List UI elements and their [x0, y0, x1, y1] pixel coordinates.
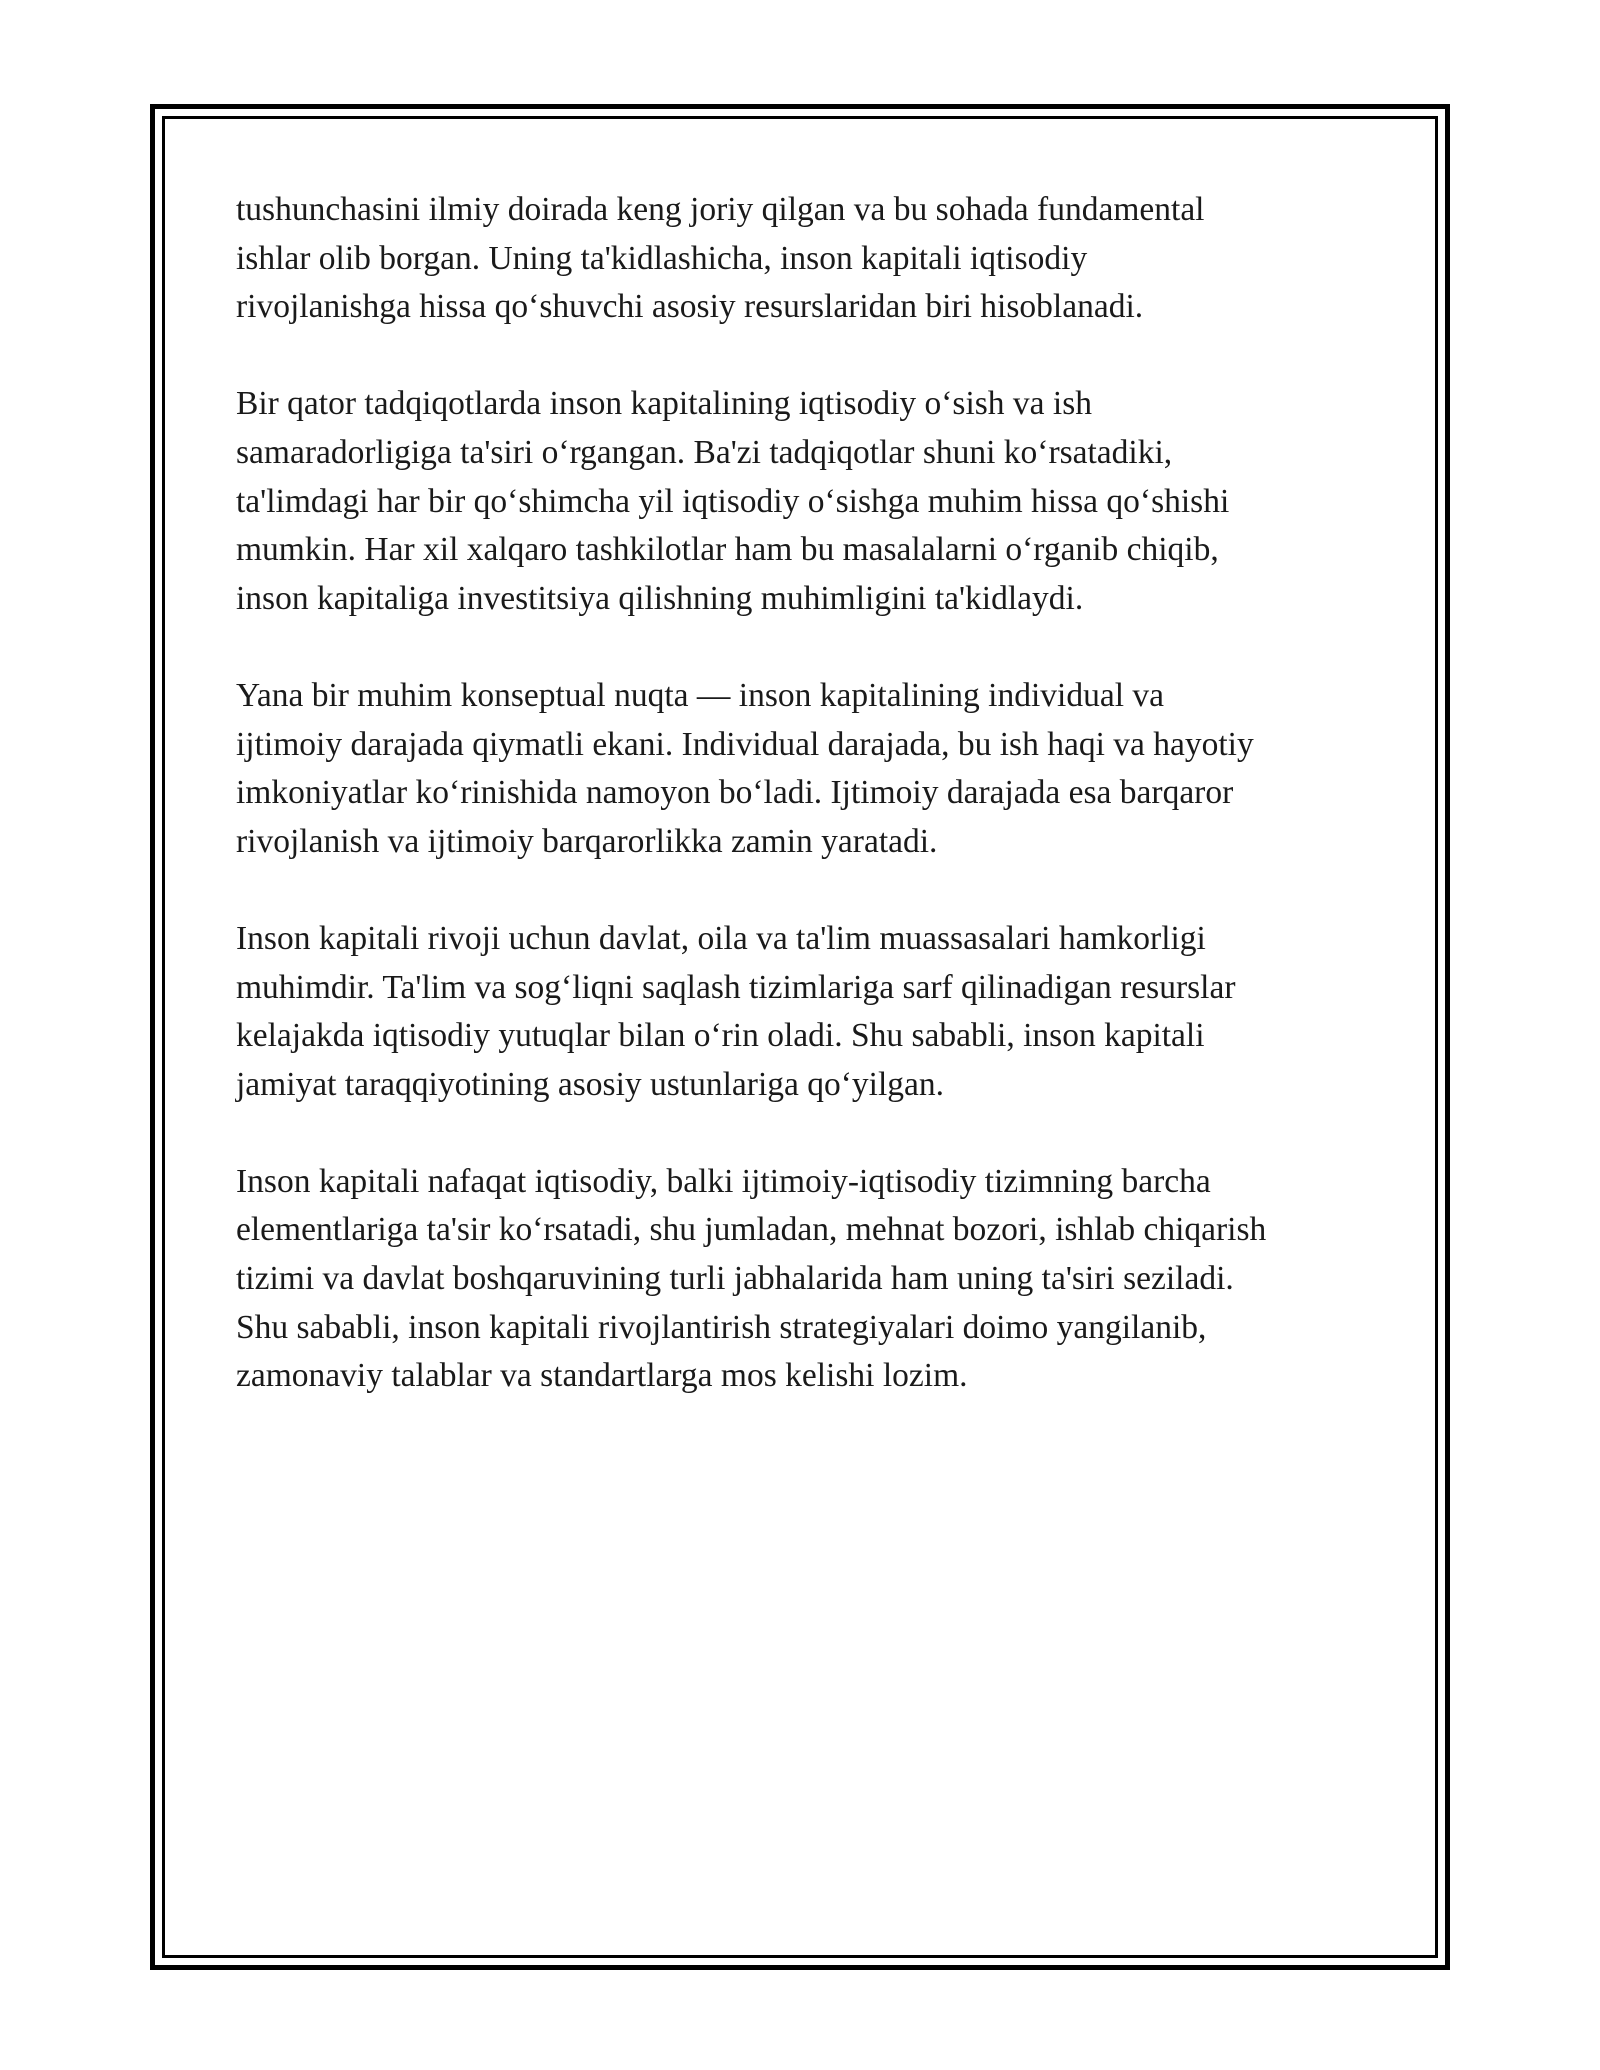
paragraph: tushunchasini ilmiy doirada keng joriy qilgan va bu sohada fundamental ishlar olib borgan. Uning ta'kidlashicha, inson kapitali iqtisodiy rivojlanishga hissa qo‘shuvchi asosiy resurslaridan biri hisoblanadi. [236, 191, 1205, 326]
paragraph: Inson kapitali nafaqat iqtisodiy, balki ijtimoiy-iqtisodiy tizimning barcha elementlariga ta'sir ko‘rsatadi, shu jumladan, mehnat bozori, ishlab chiqarish tizimi va davlat boshqaruvining turli jabhalarida ham uning ta'siri seziladi. Shu sababli, inson kapitali rivojlantirish strategiyalari doimo yangilanib, zamonaviy talablar va standartlarga mos kelishi lozim. [236, 1162, 1267, 1395]
paragraph: Bir qator tadqiqotlarda inson kapitalining iqtisodiy o‘sish va ish samaradorligiga ta'siri o‘rgangan. Ba'zi tadqiqotlar shuni ko‘rsatadiki, ta'limdagi har bir qo‘shimcha yil iqtisodiy o‘sishga muhim hissa qo‘shishi mumkin. Har xil xalqaro tashkilotlar ham bu masalalarni o‘rganib chiqib, inson kapitaliga investitsiya qilishning muhimligini ta'kidlaydi. [236, 385, 1230, 617]
document-body [236, 186, 1386, 1449]
paragraph: Inson kapitali rivoji uchun davlat, oila va ta'lim muassasalari hamkorligi muhimdir. Ta'lim va sog‘liqni saqlash tizimlariga sarf qilinadigan resurslar kelajakda iqtisodiy yutuqlar bilan o‘rin oladi. Shu sababli, inson kapitali jamiyat taraqqiyotining asosiy ustunlariga qo‘yilgan. [236, 919, 1236, 1103]
paragraph: Yana bir muhim konseptual nuqta — inson kapitalining individual va ijtimoiy darajada qiymatli ekani. Individual darajada, bu ish haqi va hayotiy imkoniyatlar ko‘rinishida namoyon bo‘ladi. Ijtimoiy darajada esa barqaror rivojlanish va ijtimoiy barqarorlikka zamin yaratadi. [236, 676, 1254, 860]
